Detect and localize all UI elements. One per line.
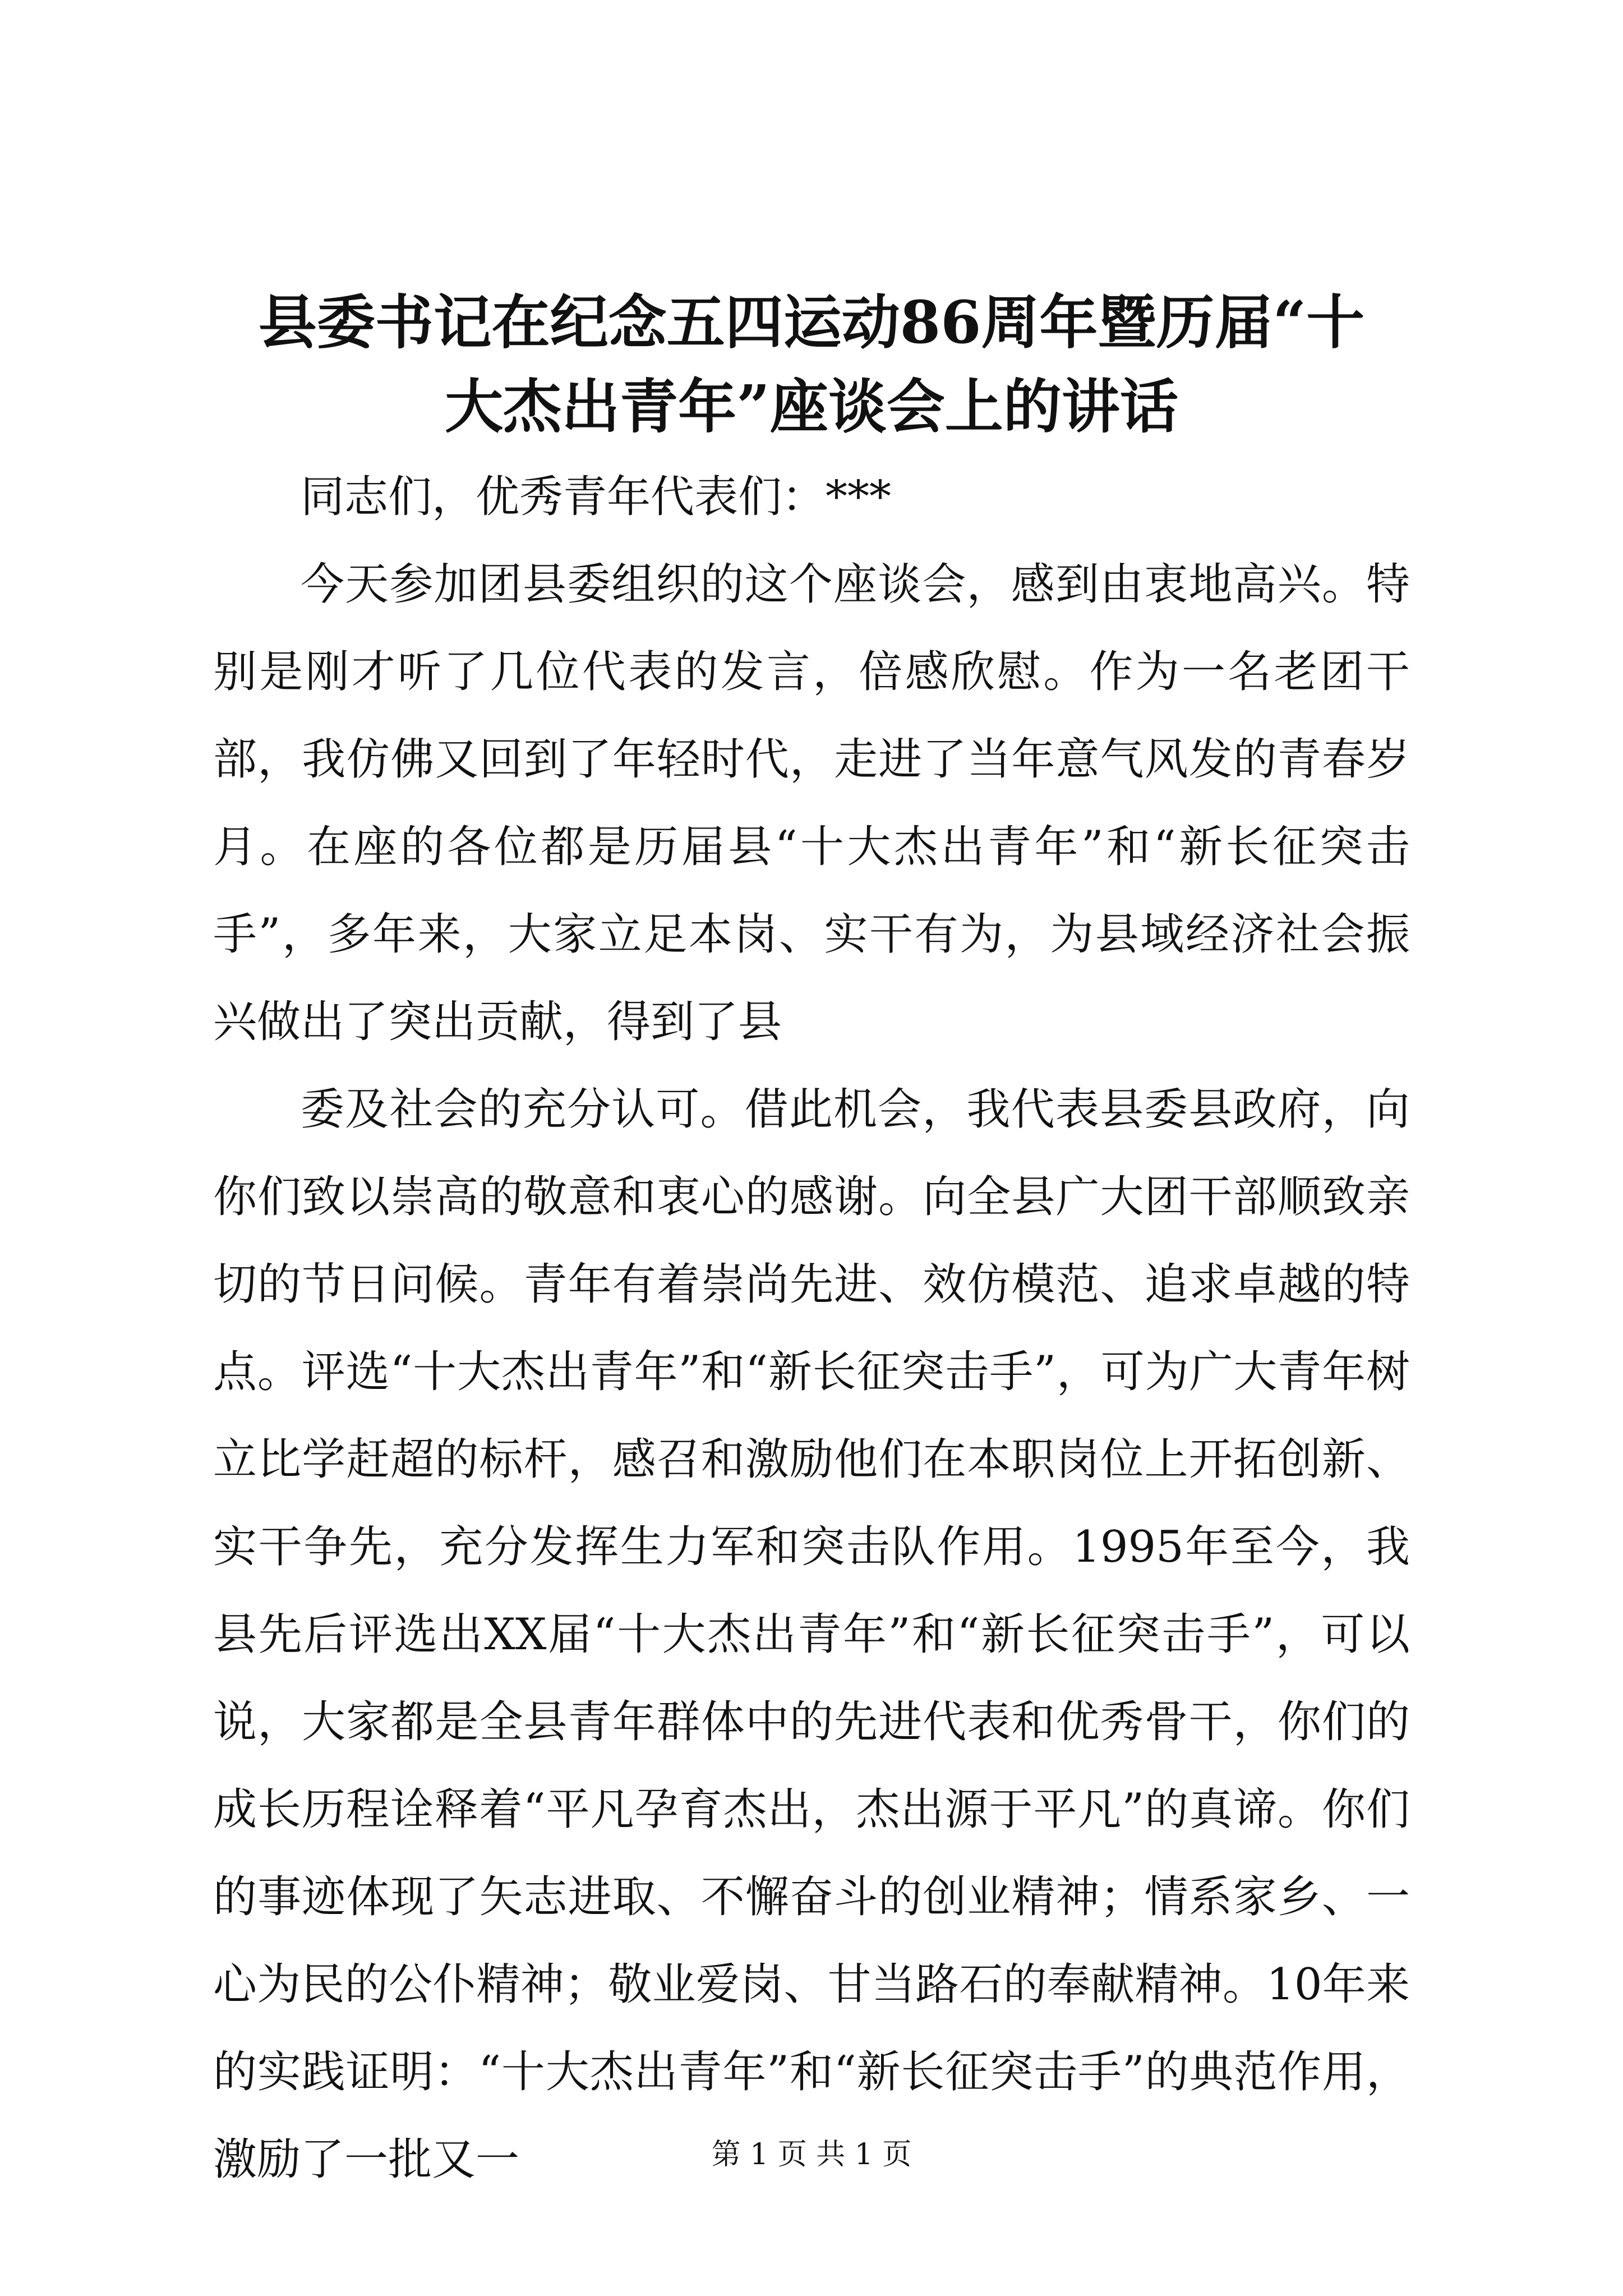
body-paragraph: 今天参加团县委组织的这个座谈会，感到由衷地高兴。特别是刚才听了几位代表的发言，倍感欣慰。作为一名老团干部，我仿佛又回到了年轻时代，走进了当年意气风发的青春岁月。在座的各位都是历届县“十大杰出青年”和“新长征突击手”，多年来，大家立足本岗、实干有为，为县域经济社会振兴做出了突出贡献，得到了县	[213, 559, 1410, 1047]
body-paragraph: 委及社会的充分认可。借此机会，我代表县委县政府，向你们致以崇高的敬意和衷心的感谢。向全县广大团干部顺致亲切的节日问候。青年有着崇尚先进、效仿模范、追求卓越的特点。评选“十大杰出青年”和“新长征突击手”，可为广大青年树立比学赶超的标杆，感召和激励他们在本职岗位上开拓创新、实干争先，充分发挥生力军和突击队作用。1995年至今，我县先后评选出XX届“十大杰出青年”和“新长征突击手”，可以说，大家都是全县青年群体中的先进代表和优秀骨干，你们的成长历程诠释着“平凡孕育杰出，杰出源于平凡”的真谛。你们的事迹体现了矢志进取、不懈奋斗的创业精神；情系家乡、一心为民的公仆精神；敬业爱岗、甘当路石的奉献精神。10年来的实践证明：“十大杰出青年”和“新长征突击手”的典范作用，激励了一批又一	[213, 1084, 1410, 2185]
salutation-paragraph: 同志们，优秀青年代表们：***	[301, 472, 892, 522]
document-body	[213, 453, 1410, 2203]
title-line-1: 县委书记在纪念五四运动86周年暨历届“十	[258, 288, 1365, 357]
page-number-footer: 第 1 页 共 1 页	[711, 2138, 912, 2171]
title-line-2: 大杰出青年”座谈会上的讲话	[445, 372, 1178, 441]
document-title	[213, 280, 1410, 449]
